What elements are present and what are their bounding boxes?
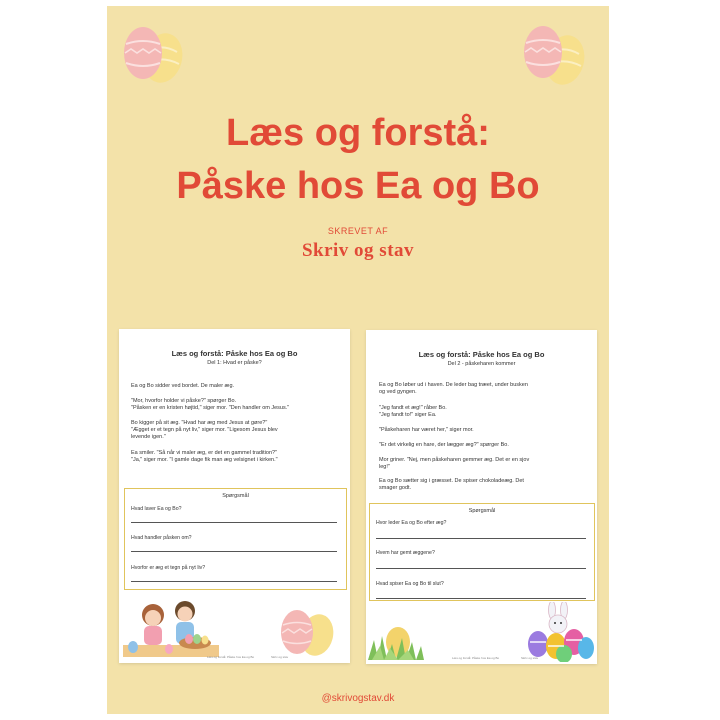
sheet-title: Læs og forstå: Påske hos Ea og Bo xyxy=(171,349,298,358)
questions-box xyxy=(124,488,347,590)
paragraph: Ea og Bo sætter sig i græsset. De spiser chokoladeæg. Det smager godt. xyxy=(379,478,524,491)
sheet-subtitle: Del 1: Hvad er påske? xyxy=(207,360,262,366)
paragraph: "Påskeharen har været her," siger mor. xyxy=(379,427,474,433)
grass-eggs-illustration xyxy=(368,610,424,660)
answer-line[interactable] xyxy=(131,581,337,582)
paragraph: "Er det virkelig en hare, der lægger æg?" spørger Bo. xyxy=(379,442,509,448)
sheet-subtitle: Del 2 - påskeharen kommer xyxy=(447,361,516,367)
footer-brand: Skriv og stav xyxy=(271,655,289,659)
answer-line[interactable] xyxy=(131,522,337,523)
questions-box xyxy=(369,503,595,601)
paragraph: Bo kigger på sit æg. "Hvad har æg med Jesus at gøre?" "Ægget er et tegn på nyt liv," siger mor. "Ligesom Jesus blev levende igen." xyxy=(131,420,278,440)
question-3: Hvorfor er æg et tegn på nyt liv? xyxy=(131,565,206,571)
easter-bunny-eggs-illustration xyxy=(526,602,594,662)
paragraph: Mor griner. "Nej, men påskeharen gemmer æg. Det er en sjov leg!" xyxy=(379,457,530,470)
paragraph: Ea og Bo sidder ved bordet. De maler æg. xyxy=(131,383,235,389)
sheet-title: Læs og forstå: Påske hos Ea og Bo xyxy=(418,350,545,359)
easter-eggs-icon xyxy=(517,20,589,86)
worksheet-part-2 xyxy=(366,330,597,664)
questions-header: Spørgsmål xyxy=(222,493,249,499)
cover-page xyxy=(107,6,609,714)
answer-line[interactable] xyxy=(376,568,586,569)
questions-header: Spørgsmål xyxy=(468,508,496,514)
easter-eggs-icon xyxy=(275,604,339,660)
worksheet-part-1 xyxy=(119,329,350,663)
question-1: Hvad laver Ea og Bo? xyxy=(131,506,182,512)
question-3: Hvad spiser Ea og Bo til slut? xyxy=(376,581,444,587)
paragraph: Ea og Bo løber ud i haven. De leder bag træet, under busken og ved gyngen. xyxy=(379,382,528,395)
footer-title: Læs og forstå: Påske hos Ea og Bo xyxy=(207,655,255,659)
brand-name: Skriv og stav xyxy=(301,240,415,261)
paragraph: "Mor, hvorfor holder vi påske?" spørger Bo. "Påsken er en kristen højtid," siger mor. "Den handler om Jesus." xyxy=(131,398,290,411)
page-title-line-2: Påske hos Ea og Bo xyxy=(176,165,540,207)
footer-title: Læs og forstå: Påske hos Ea og Bo xyxy=(452,656,500,660)
question-1: Hvor leder Ea og Bo efter æg? xyxy=(376,520,447,526)
byline: SKREVET AF xyxy=(327,226,389,236)
social-handle: @skrivogstav.dk xyxy=(321,693,395,704)
answer-line[interactable] xyxy=(376,538,586,539)
page-title-line-1: Læs og forstå: xyxy=(226,112,490,154)
question-2: Hvad handler påsken om? xyxy=(131,535,192,541)
children-painting-eggs-illustration xyxy=(123,597,219,657)
footer-brand: Skriv og stav xyxy=(521,656,539,660)
paragraph: Ea smiler. "Så når vi maler æg, er det en gammel tradition?" "Ja," siger mor. "I gamle dage fik man æg velsignet i kirken." xyxy=(131,450,278,463)
answer-line[interactable] xyxy=(376,598,586,599)
answer-line[interactable] xyxy=(131,551,337,552)
paragraph: "Jeg fandt et æg!" råber Bo. "Jeg fandt to!" siger Ea. xyxy=(379,405,447,418)
question-2: Hvem har gemt æggene? xyxy=(376,550,435,556)
easter-eggs-icon xyxy=(119,20,191,86)
